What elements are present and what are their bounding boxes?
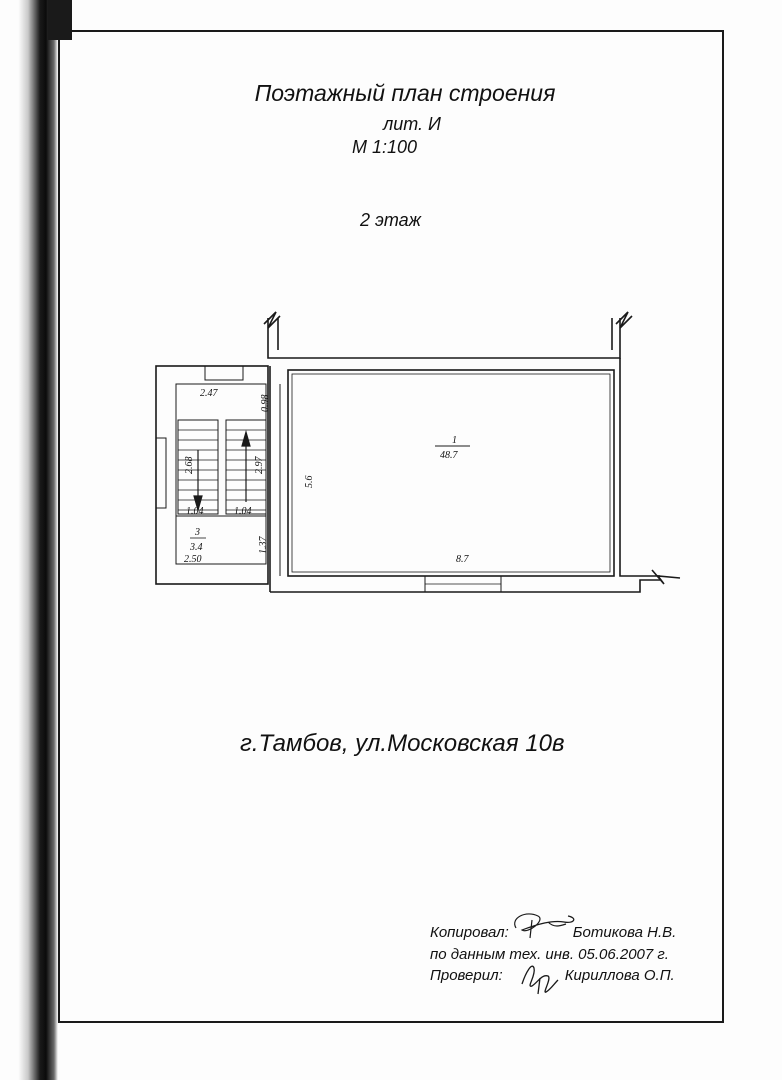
room-main-outline — [288, 370, 614, 576]
copied-by-name: Ботикова Н.В. — [572, 924, 677, 941]
room-1-width: 8.7 — [456, 554, 469, 565]
dim-1-04-right: 1.04 — [234, 506, 252, 517]
dim-2-50: 2.50 — [184, 554, 202, 565]
outer-wall-bottom — [270, 580, 660, 592]
dim-2-68: 2.68 — [184, 456, 195, 474]
outer-wall-top — [268, 318, 620, 358]
plan-scale: М 1:100 — [352, 137, 418, 157]
floor-plan-drawing — [150, 300, 690, 605]
dim-1-37: 1.37 — [258, 536, 269, 554]
scan-binding-shadow — [18, 0, 58, 1080]
room-1-area: 48.7 — [440, 450, 458, 461]
floor-label: 2 этаж — [360, 210, 422, 230]
room-3-number: 3 — [195, 527, 200, 538]
dim-2-47: 2.47 — [200, 388, 218, 399]
dim-0-98: 0.98 — [260, 394, 271, 412]
break-mark-right — [616, 312, 632, 328]
window-stair-left — [156, 438, 166, 508]
source-line: по данным тех. инв. 05.06.2007 г. — [430, 946, 669, 963]
dim-2-97: 2.97 — [254, 456, 265, 474]
building-letter: лит. И — [383, 114, 441, 134]
outer-wall-right — [620, 358, 660, 576]
signature-copied — [508, 908, 582, 944]
stair-arrow-up-head — [242, 432, 250, 446]
room-1-depth: 5.6 — [304, 475, 315, 488]
room-3-area: 3.4 — [190, 542, 203, 553]
break-mark-bottom — [652, 570, 680, 584]
window-stair-top — [205, 366, 243, 380]
dim-1-04-left: 1.04 — [186, 506, 204, 517]
copied-by-label: Копировал: — [430, 924, 509, 941]
checked-by-label: Проверил: — [430, 967, 503, 984]
signature-checked — [512, 954, 566, 998]
plan-title: Поэтажный план строения — [254, 80, 556, 106]
room-1-number: 1 — [452, 435, 457, 446]
room-main-inner — [292, 374, 610, 572]
checked-by-name: Кириллова О.П. — [564, 967, 675, 984]
address: г.Тамбов, ул.Московская 10в — [240, 730, 565, 757]
